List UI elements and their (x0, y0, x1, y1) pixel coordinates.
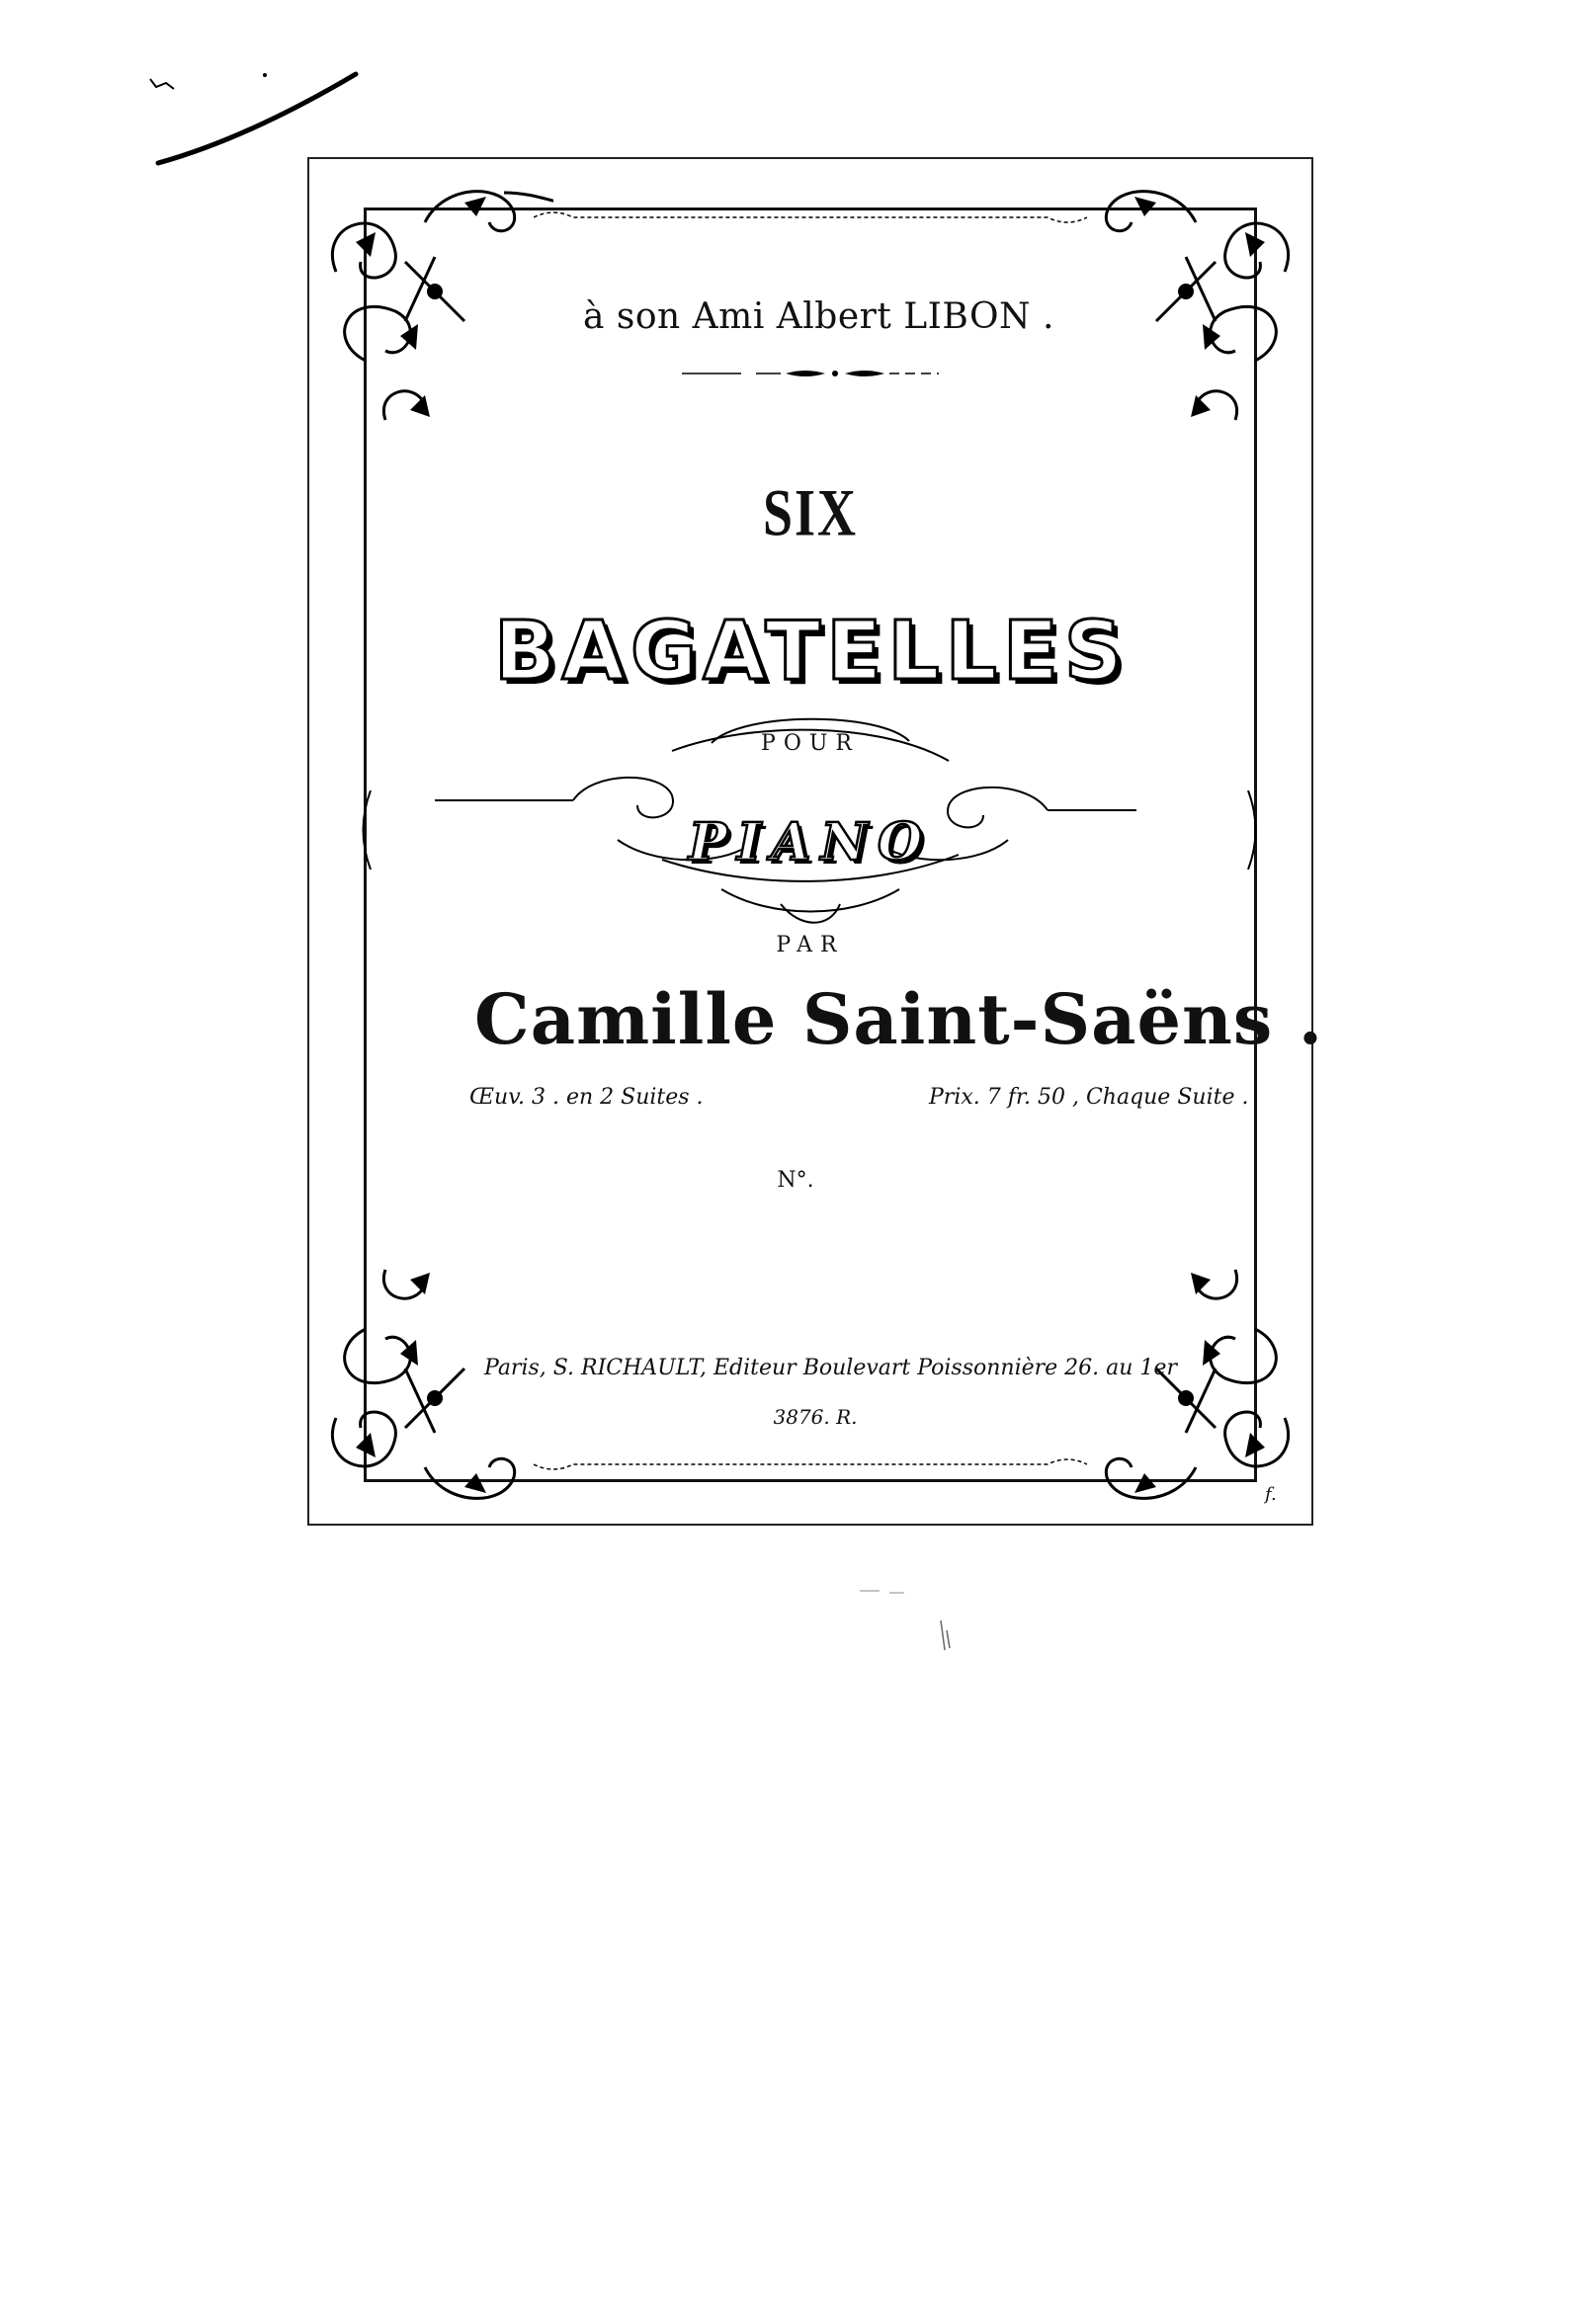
par-label: PAR (776, 933, 845, 957)
corner-ornament-bottom-right (1067, 1250, 1314, 1527)
work-title: BAGATELLES (494, 605, 1129, 699)
number-mark: N°. (777, 1168, 814, 1193)
dedication: à son Ami Albert LIBON . (583, 296, 1054, 337)
stray-specks (850, 1581, 968, 1660)
composer-name: Camille Saint-Saëns . (474, 978, 1324, 1060)
left-side-flourish (356, 790, 376, 870)
plate-number: 3876. R. (773, 1405, 858, 1429)
page-mark: f. (1265, 1484, 1277, 1505)
publisher-imprint: Paris, S. RICHAULT, Editeur Boulevart Poissonnière 26. au 1er (484, 1356, 1177, 1380)
price-info: Prix. 7 fr. 50 , Chaque Suite . (929, 1085, 1249, 1110)
bottom-ornamental-rule (534, 1445, 1087, 1484)
corner-ornament-top-left (306, 163, 553, 440)
pour-label: POUR (761, 731, 860, 756)
top-ornamental-rule (534, 198, 1087, 237)
stray-pen-stroke (138, 59, 376, 168)
corner-ornament-top-right (1067, 163, 1314, 440)
instrument: PIANO (688, 812, 933, 872)
opus-info: Œuv. 3 . en 2 Suites . (469, 1085, 704, 1110)
corner-ornament-bottom-left (306, 1250, 553, 1527)
dedication-divider (682, 364, 939, 383)
right-side-flourish (1243, 790, 1263, 870)
number-word: SIX (762, 475, 859, 550)
